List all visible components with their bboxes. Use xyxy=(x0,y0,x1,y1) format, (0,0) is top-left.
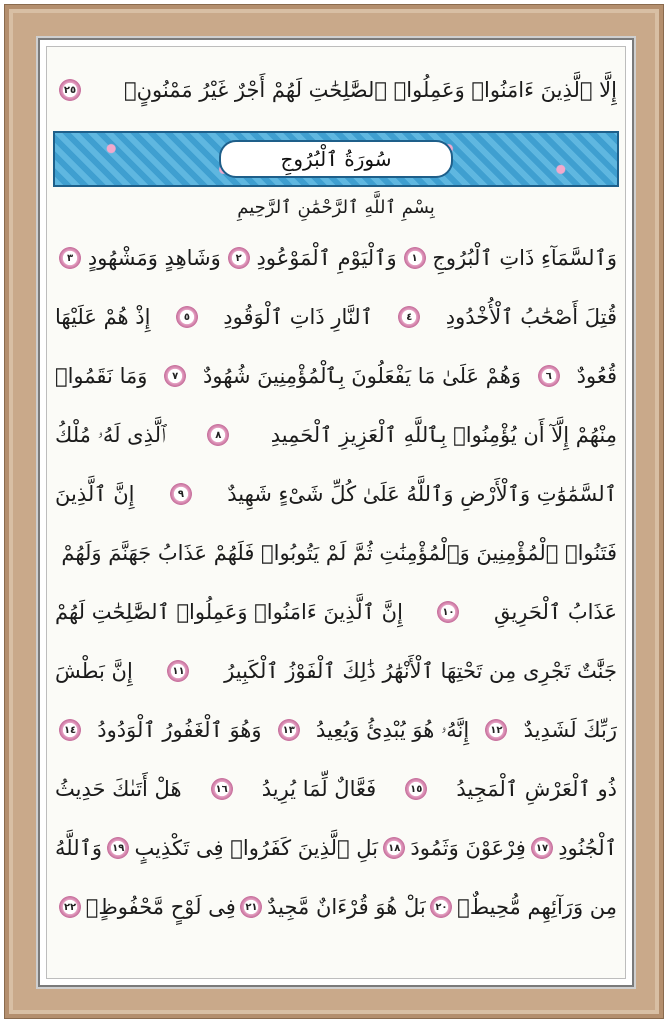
ayah-marker: ٢٥ xyxy=(59,79,81,101)
ayah-marker: ١٦ xyxy=(211,778,233,800)
page-frame xyxy=(4,4,664,1019)
verse-text: وَهُوَ ٱلْغَفُورُ ٱلْوَدُودُ xyxy=(97,718,262,742)
text-line-5 xyxy=(55,410,617,460)
mushaf-page xyxy=(46,46,626,979)
verse-text: ٱلَّذِى لَهُۥ مُلْكُ xyxy=(55,422,166,447)
verse-text: ٱلْجُنُودِ xyxy=(558,836,617,860)
verse-text: وَٱللَّهُ xyxy=(55,836,103,860)
ayah-marker: ٨ xyxy=(207,424,229,446)
ayah-marker: ٢٢ xyxy=(59,896,81,918)
verse-text: ٱلسَّمَٰوَٰتِ وَٱلْأَرْضِ وَٱللَّهُ عَلَىٰ كُلِّ شَىْءٍ شَهِيدٌ xyxy=(227,482,617,506)
verse-text: مِن وَرَآئِهِم مُّحِيطٌۢ xyxy=(457,895,617,919)
text-line-11 xyxy=(55,764,617,814)
ayah-marker: ١٣ xyxy=(278,719,300,741)
ayah-marker: ٧ xyxy=(164,365,186,387)
text-line-13 xyxy=(55,882,617,932)
verse-text: فِرْعَوْنَ وَثَمُودَ xyxy=(410,836,526,860)
page-border xyxy=(38,38,634,987)
ayah-marker: ١٤ xyxy=(59,719,81,741)
ayah-marker: ١٢ xyxy=(485,719,507,741)
text-line-9 xyxy=(55,646,617,696)
text-line-1 xyxy=(55,65,617,115)
verse-text: عَذَابُ ٱلْحَرِيقِ xyxy=(493,600,617,624)
verse-text: فَعَّالٌ لِّمَا يُرِيدُ xyxy=(261,777,377,801)
ayah-marker: ٣ xyxy=(59,247,81,269)
text-line-12 xyxy=(55,823,617,873)
ayah-marker: ١٨ xyxy=(383,837,405,859)
verse-text: هَلْ أَتَىٰكَ حَدِيثُ xyxy=(55,777,182,801)
ayah-marker: ٦ xyxy=(538,365,560,387)
ayah-marker: ٤ xyxy=(398,306,420,328)
verse-text: قُعُودٌ xyxy=(576,364,617,388)
ayah-marker: ١٩ xyxy=(107,837,129,859)
verse-text: إِنَّ بَطْشَ xyxy=(55,659,133,683)
verse-text: ٱلنَّارِ ذَاتِ ٱلْوَقُودِ xyxy=(223,305,373,329)
text-line-10 xyxy=(55,705,617,755)
ayah-marker: ١٥ xyxy=(405,778,427,800)
verse-text: فَتَنُوا۟ ٱلْمُؤْمِنِينَ وَٱلْمُؤْمِنَٰتِ ثُمَّ لَمْ يَتُوبُوا۟ فَلَهُمْ عَذَابُ جَهَنَّمَ وَلَهُمْ xyxy=(61,541,617,565)
verse-text: إِنَّهُۥ هُوَ يُبْدِئُ وَيُعِيدُ xyxy=(315,717,470,742)
verse-text: فِى لَوْحٍ مَّحْفُوظٍۭ xyxy=(85,895,236,919)
text-line-4 xyxy=(55,351,617,401)
verse-text: وَهُمْ عَلَىٰ مَا يَفْعَلُونَ بِٱلْمُؤْمِنِينَ شُهُودٌ xyxy=(203,364,521,388)
text-line-6 xyxy=(55,469,617,519)
verse-text: مِنْهُمْ إِلَّآ أَن يُؤْمِنُوا۟ بِٱللَّهِ ٱلْعَزِيزِ ٱلْحَمِيدِ xyxy=(270,423,617,447)
verse-text: وَشَاهِدٍ وَمَشْهُودٍ xyxy=(87,246,221,270)
text-line-2 xyxy=(55,233,617,283)
verse-text: إِذْ هُمْ عَلَيْهَا xyxy=(55,305,151,329)
ayah-marker: ١ xyxy=(404,247,426,269)
ayah-marker: ٩ xyxy=(170,483,192,505)
ayah-marker: ١٧ xyxy=(531,837,553,859)
ayah-marker: ٥ xyxy=(176,306,198,328)
verse-text: وَمَا نَقَمُوا۟ xyxy=(55,364,148,388)
verse-text: بَلِ ٱلَّذِينَ كَفَرُوا۟ فِى تَكْذِيبٍ xyxy=(134,836,379,860)
ayah-marker: ٢١ xyxy=(240,896,262,918)
ayah-marker: ١٠ xyxy=(437,601,459,623)
ayah-marker: ١١ xyxy=(167,660,189,682)
verse-text: ذُو ٱلْعَرْشِ ٱلْمَجِيدُ xyxy=(456,777,617,801)
ayah-marker: ٢ xyxy=(228,247,250,269)
verse-text: بَلْ هُوَ قُرْءَانٌ مَّجِيدٌ xyxy=(267,895,426,919)
surah-header xyxy=(53,131,619,187)
verse-text: وَٱلْيَوْمِ ٱلْمَوْعُودِ xyxy=(256,246,397,270)
basmala: بِسْمِ ٱللَّهِ ٱلرَّحْمَٰنِ ٱلرَّحِيمِ xyxy=(237,197,435,218)
text-line-7 xyxy=(55,528,617,578)
verse-text: جَنَّٰتٌ تَجْرِى مِن تَحْتِهَا ٱلْأَنْهَٰرُ ذَٰلِكَ ٱلْفَوْزُ ٱلْكَبِيرُ xyxy=(224,659,617,683)
verse-text: إِلَّا ٱلَّذِينَ ءَامَنُوا۟ وَعَمِلُوا۟ ٱلصَّٰلِحَٰتِ لَهُمْ أَجْرٌ غَيْرُ مَمْنُونٍۭ xyxy=(124,78,617,102)
text-line-3 xyxy=(55,292,617,342)
verse-text: إِنَّ ٱلَّذِينَ xyxy=(55,482,135,506)
surah-title: سُورَةُ ٱلْبُرُوجِ xyxy=(219,140,453,178)
text-line-8 xyxy=(55,587,617,637)
verse-text: إِنَّ ٱلَّذِينَ ءَامَنُوا۟ وَعَمِلُوا۟ ٱلصَّٰلِحَٰتِ لَهُمْ xyxy=(55,600,403,624)
verse-text: قُتِلَ أَصْحَٰبُ ٱلْأُخْدُودِ xyxy=(445,305,617,329)
ayah-marker: ٢٠ xyxy=(430,896,452,918)
verse-text: رَبِّكَ لَشَدِيدٌ xyxy=(523,718,617,742)
verse-text: وَٱلسَّمَآءِ ذَاتِ ٱلْبُرُوجِ xyxy=(432,246,617,270)
